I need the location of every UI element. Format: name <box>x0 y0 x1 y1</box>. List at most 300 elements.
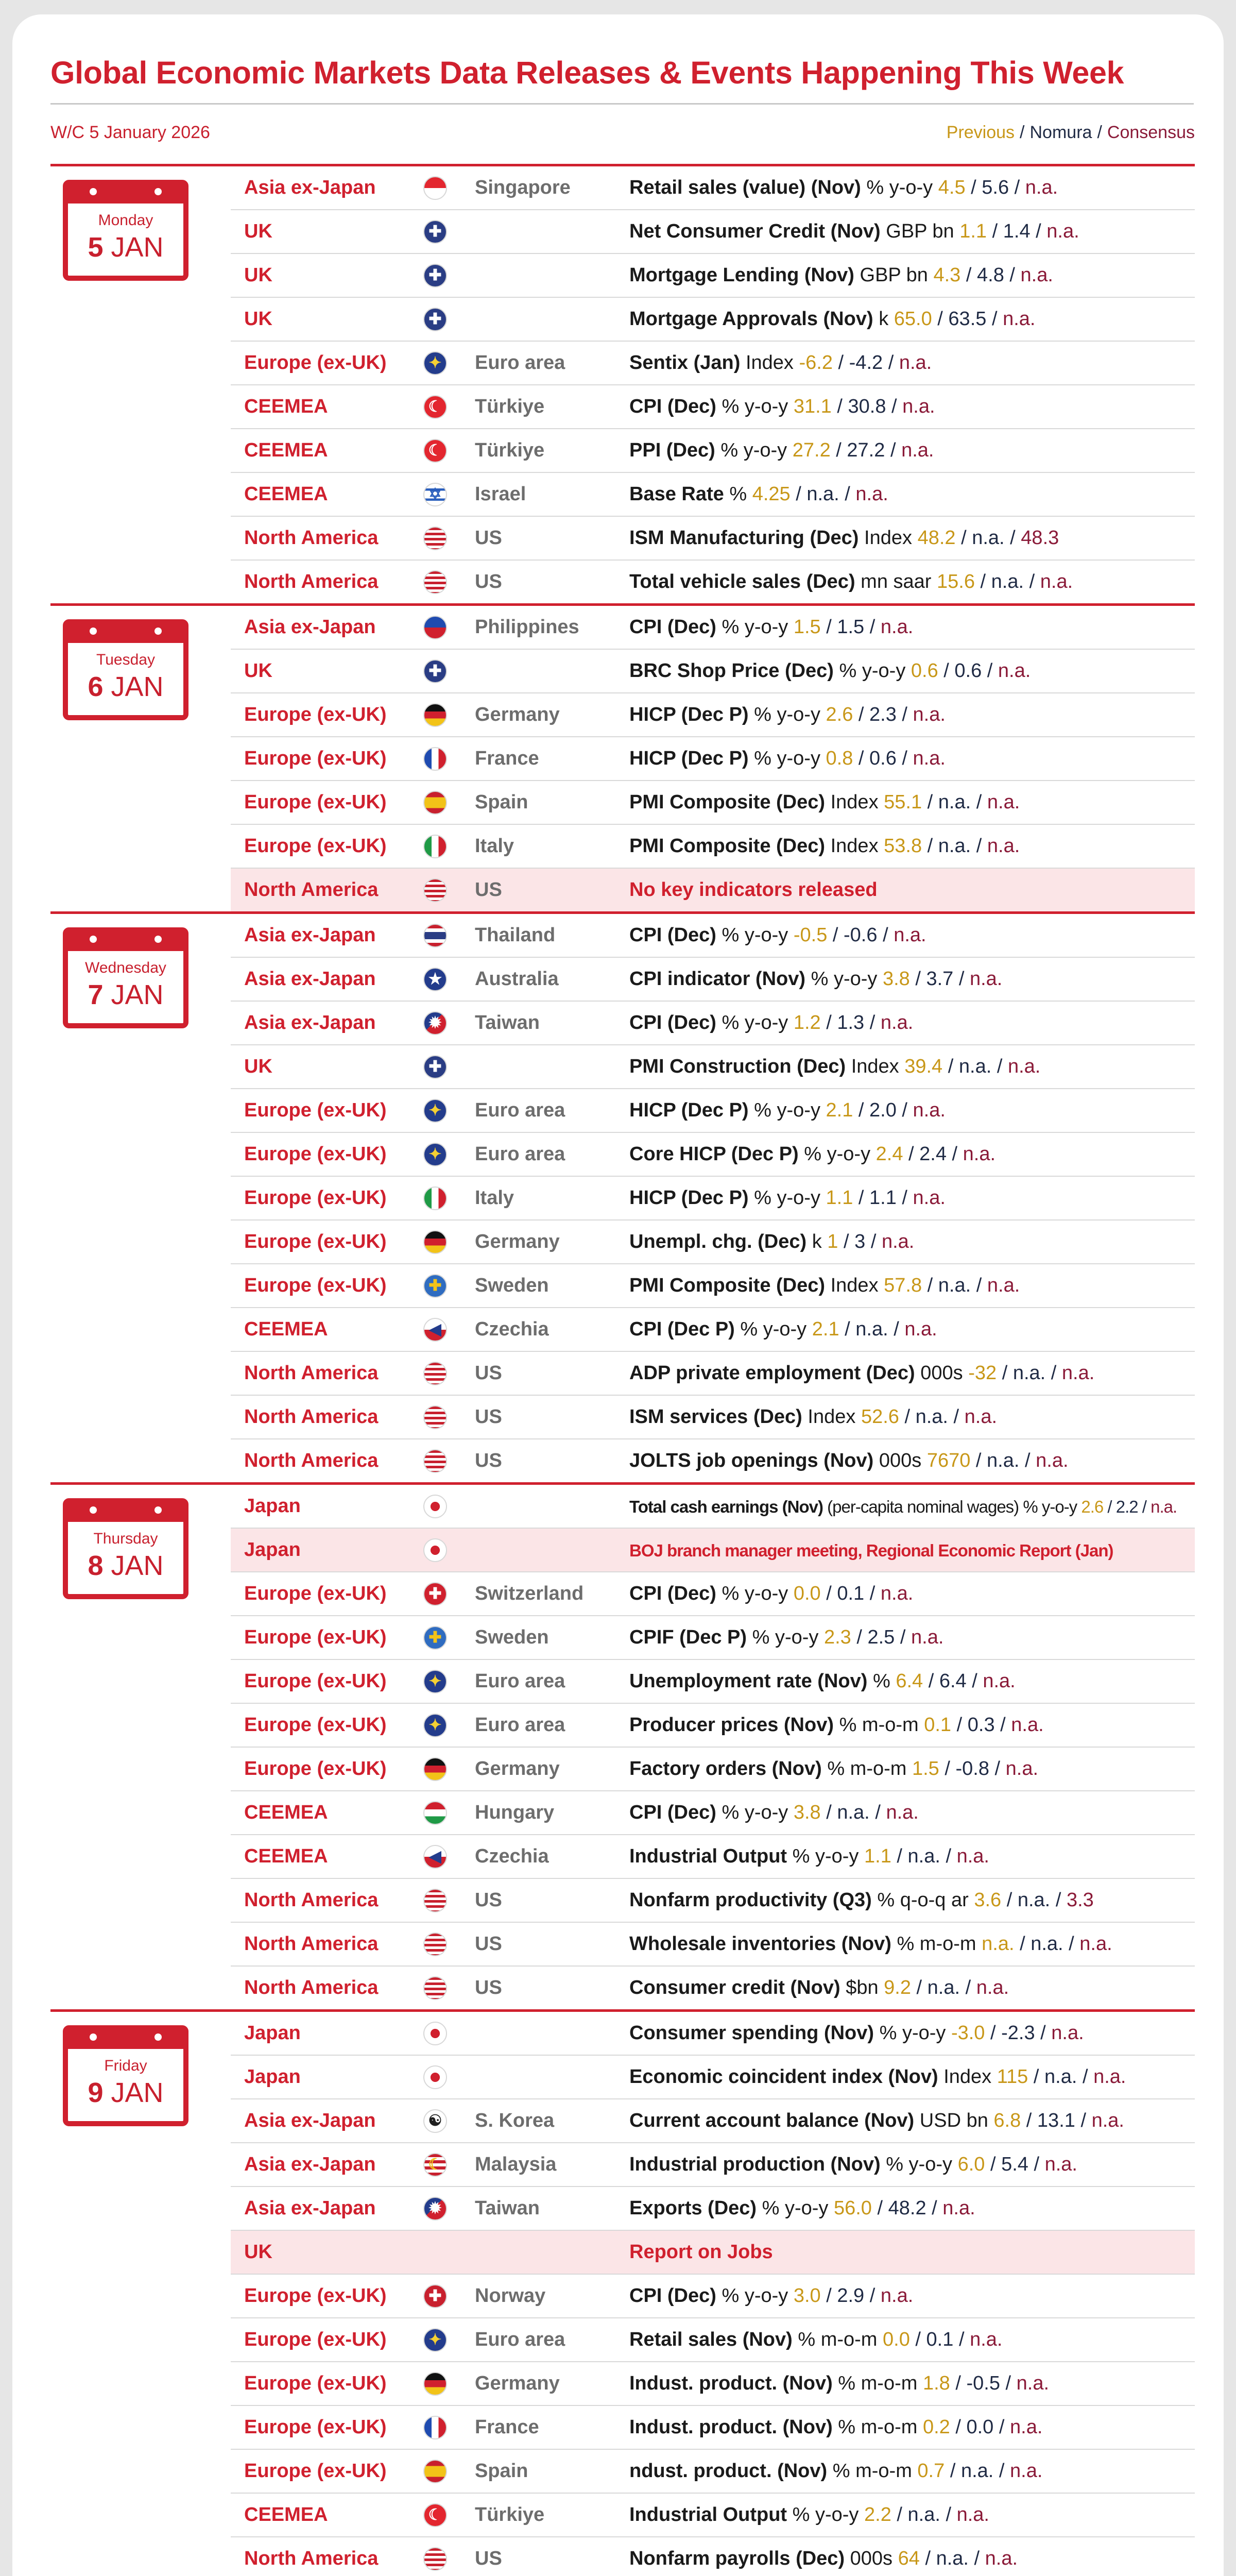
nomura-value: n.a. <box>936 2548 969 2569</box>
eu-flag-icon: ✦ <box>423 1670 447 1693</box>
turkiye-flag-icon: ☾ <box>423 395 447 419</box>
release-row <box>231 2012 1195 2056</box>
value-separator: / <box>1005 2372 1011 2394</box>
indicator-name: Mortgage Lending (Nov) <box>629 264 854 286</box>
value-separator: / <box>990 2022 996 2044</box>
previous-value: 55.1 <box>884 791 922 813</box>
previous-value: 1.5 <box>912 1758 939 1780</box>
value-separator: / <box>870 1231 877 1252</box>
indicator-name: CPI (Dec) <box>629 616 716 638</box>
value-separator: / <box>915 2329 921 2350</box>
nomura-value: 30.8 <box>848 396 886 417</box>
consensus-value: n.a. <box>881 1231 915 1252</box>
release-list <box>231 166 1195 603</box>
consensus-value: n.a. <box>894 924 926 946</box>
country-label: France <box>475 2416 539 2438</box>
nomura-value: -0.6 <box>844 924 878 946</box>
region-label: Japan <box>244 2022 301 2044</box>
region-label: Asia ex-Japan <box>244 2197 376 2219</box>
release-row <box>231 2450 1195 2494</box>
indicator-name: Nonfarm payrolls (Dec) <box>629 2548 845 2569</box>
consensus-value: n.a. <box>913 1099 946 1121</box>
calendar-ring <box>90 936 97 943</box>
us-flag-icon <box>423 1976 447 2000</box>
region-label: UK <box>244 221 272 242</box>
legend-consensus: Consensus <box>1107 123 1195 142</box>
region-label: UK <box>244 660 272 682</box>
indicator-unit: % y-o-y <box>754 748 820 769</box>
region-label: Europe (ex-UK) <box>244 1187 387 1209</box>
indicator-name: ISM Manufacturing (Dec) <box>629 527 859 549</box>
consensus-value: n.a. <box>976 1977 1009 1998</box>
region-label: Asia ex-Japan <box>244 2110 376 2131</box>
indicator <box>629 1143 995 1165</box>
indicator-unit: Index <box>851 1056 899 1077</box>
country-label: Euro area <box>475 1143 565 1165</box>
indicator <box>629 1450 1069 1472</box>
indicator <box>629 616 913 638</box>
country-label: Germany <box>475 2372 560 2394</box>
value-separator: / <box>869 616 876 638</box>
region-label: CEEMEA <box>244 1318 328 1340</box>
indicator-name: Industrial production (Nov) <box>629 2154 881 2175</box>
calendar-ring <box>154 936 162 943</box>
indicator <box>629 2197 975 2219</box>
previous-value: -6.2 <box>799 352 833 374</box>
indicator-unit: Index <box>943 2066 992 2088</box>
consensus-value: n.a. <box>983 1670 1016 1692</box>
value-separator: / <box>888 352 894 374</box>
value-separator: / <box>1036 221 1041 242</box>
legend-separator: / <box>1097 123 1102 142</box>
value-separator: / <box>902 1099 907 1121</box>
value-separator: / <box>1006 1889 1012 1911</box>
nomura-value: n.a. <box>1031 1933 1063 1955</box>
indicator-unit: (per-capita nominal wages) % y-o-y <box>827 1497 1077 1516</box>
region-label: CEEMEA <box>244 2504 328 2526</box>
consensus-value: n.a. <box>1010 2460 1043 2482</box>
consensus-value: n.a. <box>1016 2372 1050 2394</box>
nomura-value: 1.4 <box>1003 221 1031 242</box>
region-label: Europe (ex-UK) <box>244 2416 387 2438</box>
consensus-value: n.a. <box>1051 2022 1084 2044</box>
indicator-unit: % y-o-y <box>722 1802 788 1823</box>
value-separator: / <box>915 968 921 990</box>
release-row <box>231 737 1195 781</box>
value-separator: / <box>937 308 943 330</box>
indicator <box>629 1758 1038 1780</box>
indicator <box>629 2460 1042 2482</box>
consensus-value: n.a. <box>998 660 1031 682</box>
indicator-unit: $bn <box>846 1977 879 1998</box>
release-row <box>231 2362 1195 2406</box>
indicator-name: HICP (Dec P) <box>629 1187 749 1209</box>
indicator <box>629 1845 989 1868</box>
value-separator: / <box>843 1231 849 1252</box>
calendar-ring <box>154 188 162 195</box>
legend-nomura: Nomura <box>1029 123 1092 142</box>
value-separator: / <box>1107 1497 1112 1516</box>
indicator <box>629 1933 1112 1955</box>
day-weekday: Tuesday <box>96 651 155 668</box>
value-separator: / <box>945 1758 950 1780</box>
previous-value: 31.1 <box>793 396 832 417</box>
eu-flag-icon: ✦ <box>423 1143 447 1166</box>
release-row <box>231 1308 1195 1352</box>
region-label: North America <box>244 527 379 549</box>
sweden-flag-icon: ✚ <box>423 1274 447 1298</box>
value-separator: / <box>796 483 801 505</box>
us-flag-icon <box>423 2547 447 2571</box>
event-text: Report on Jobs <box>629 2241 773 2263</box>
previous-value: 2.4 <box>876 1143 903 1165</box>
region-label: Japan <box>244 1539 301 1561</box>
indicator-unit: % y-o-y <box>722 2285 788 2307</box>
indicator-unit: % m-o-m <box>838 2372 918 2394</box>
previous-value: 3.6 <box>974 1889 1002 1911</box>
value-separator: / <box>991 308 998 330</box>
release-row <box>231 1221 1195 1264</box>
indicator-unit: % y-o-y <box>811 968 878 990</box>
indicator-unit: Index <box>830 791 879 813</box>
day-date <box>68 2077 183 2109</box>
region-label: CEEMEA <box>244 1802 328 1823</box>
indicator-name: BRC Shop Price (Dec) <box>629 660 834 682</box>
calendar-icon <box>63 2025 188 2126</box>
previous-value: 2.1 <box>812 1318 839 1340</box>
us-flag-icon <box>423 527 447 550</box>
indicator <box>629 1670 1016 1692</box>
indicator-unit: % y-o-y <box>792 1845 859 1867</box>
indicator-unit: % y-o-y <box>722 616 788 638</box>
day-number: 7 <box>88 979 104 1010</box>
australia-flag-icon: ★ <box>423 968 447 991</box>
indicator <box>629 660 1031 682</box>
indicator-unit: k <box>812 1231 822 1252</box>
nomura-value: -0.5 <box>966 2372 1000 2394</box>
indicator-name: Unempl. chg. (Dec) <box>629 1231 807 1252</box>
event-row <box>231 1529 1195 1572</box>
indicator-name: Producer prices (Nov) <box>629 1714 834 1736</box>
indicator-name: Base Rate <box>629 483 724 505</box>
value-separator: / <box>897 2504 902 2526</box>
nomura-value: n.a. <box>806 483 839 505</box>
value-separator: / <box>927 1275 933 1296</box>
consensus-value: n.a. <box>880 2285 914 2307</box>
region-label: CEEMEA <box>244 1845 328 1867</box>
country-label: Italy <box>475 1187 514 1209</box>
release-row <box>231 693 1195 737</box>
indicator <box>629 264 1053 286</box>
indicator-unit: mn saar <box>861 571 932 592</box>
indicator <box>629 1583 913 1605</box>
page-title: Global Economic Markets Data Releases & Events Happening This Week <box>50 55 1124 90</box>
indicator-name: Core HICP (Dec P) <box>629 1143 799 1165</box>
value-separator: / <box>956 1714 963 1736</box>
indicator-name: Total cash earnings (Nov) <box>629 1497 823 1516</box>
nomura-value: 1.1 <box>869 1187 897 1209</box>
consensus-value: n.a. <box>1079 1933 1112 1955</box>
previous-value: 2.2 <box>864 2504 891 2526</box>
previous-value: 48.2 <box>917 527 956 549</box>
previous-value: 6.8 <box>993 2110 1021 2131</box>
indicator <box>629 1318 937 1341</box>
release-row <box>231 166 1195 210</box>
consensus-value: n.a. <box>964 1406 998 1428</box>
japan-flag-icon <box>423 1538 447 1562</box>
indicator-name: Consumer spending (Nov) <box>629 2022 874 2044</box>
indicator-name: Indust. product. (Nov) <box>629 2372 833 2394</box>
country-label: US <box>475 879 502 901</box>
calendar-header <box>68 933 183 951</box>
indicator <box>629 1626 943 1649</box>
region-label: UK <box>244 2241 272 2263</box>
indicator <box>629 1802 919 1824</box>
nomura-value: n.a. <box>907 1845 940 1867</box>
country-label: Taiwan <box>475 1012 540 1033</box>
indicator <box>629 1099 946 1122</box>
indicator <box>629 1889 1094 1911</box>
country-label: Spain <box>475 2460 528 2482</box>
indicator-name: Sentix (Jan) <box>629 352 741 374</box>
nomura-value: 0.1 <box>926 2329 954 2350</box>
indicator-name: Consumer credit (Nov) <box>629 1977 840 1998</box>
indicator-name: HICP (Dec P) <box>629 748 749 769</box>
release-list <box>231 914 1195 1482</box>
indicator-name: Exports (Dec) <box>629 2197 757 2219</box>
indicator-name: CPI (Dec) <box>629 2285 716 2307</box>
day-section-tuesday <box>50 603 1195 911</box>
region-label: Europe (ex-UK) <box>244 704 387 725</box>
day-month: JAN <box>111 671 164 702</box>
value-separator: / <box>976 1275 982 1296</box>
consensus-value: n.a. <box>942 2197 975 2219</box>
consensus-value: n.a. <box>1010 2416 1043 2438</box>
france-flag-icon <box>423 2416 447 2439</box>
release-row <box>231 1879 1195 1923</box>
indicator-name: CPI (Dec) <box>629 396 716 417</box>
nomura-value: n.a. <box>907 2504 940 2526</box>
nomura-value: 0.6 <box>954 660 982 682</box>
us-flag-icon <box>423 1889 447 1912</box>
country-label: Hungary <box>475 1802 555 1823</box>
country-label: US <box>475 2548 502 2569</box>
region-label: Europe (ex-UK) <box>244 748 387 769</box>
eu-flag-icon: ✦ <box>423 2328 447 2352</box>
indicator-unit: % q-o-q ar <box>877 1889 969 1911</box>
indicator-name: Nonfarm productivity (Q3) <box>629 1889 872 1911</box>
indicator-name: ndust. product. (Nov) <box>629 2460 828 2482</box>
previous-value: 1.2 <box>793 1012 821 1033</box>
release-row <box>231 1177 1195 1221</box>
title-divider <box>50 103 1194 105</box>
calendar-icon <box>63 1498 188 1599</box>
nomura-value: 3.7 <box>926 968 954 990</box>
consensus-value: n.a. <box>1025 177 1058 198</box>
consensus-value: n.a. <box>1036 1450 1069 1471</box>
indicator-name: ADP private employment (Dec) <box>629 1362 915 1384</box>
region-label: Asia ex-Japan <box>244 1012 376 1033</box>
us-flag-icon <box>423 1362 447 1385</box>
indicator-unit: % y-o-y <box>720 439 787 461</box>
value-separator: / <box>999 2460 1005 2482</box>
previous-value: 2.6 <box>1081 1497 1104 1516</box>
value-separator: / <box>1142 1497 1146 1516</box>
value-separator: / <box>902 748 907 769</box>
indicator-unit: % m-o-m <box>832 2460 912 2482</box>
indicator-name: CPI (Dec) <box>629 1802 716 1823</box>
release-row <box>231 2275 1195 2318</box>
indicator-name: CPI (Dec) <box>629 1583 716 1604</box>
uk-flag-icon: ✚ <box>423 264 447 287</box>
release-row <box>231 1616 1195 1660</box>
consensus-value: n.a. <box>911 1626 944 1648</box>
spain-flag-icon <box>423 2460 447 2483</box>
country-label: Sweden <box>475 1275 549 1296</box>
consensus-value: n.a. <box>956 1845 989 1867</box>
calendar-ring <box>90 188 97 195</box>
eu-flag-icon: ✦ <box>423 1714 447 1737</box>
nomura-value: 1.5 <box>837 616 865 638</box>
country-label: Türkiye <box>475 396 545 417</box>
indicator-unit: k <box>879 308 889 330</box>
consensus-value: n.a. <box>985 2548 1018 2569</box>
consensus-value: n.a. <box>1003 308 1036 330</box>
region-label: Europe (ex-UK) <box>244 2460 387 2482</box>
france-flag-icon <box>423 747 447 771</box>
consensus-value: n.a. <box>901 439 934 461</box>
consensus-value: n.a. <box>1005 1758 1039 1780</box>
region-label: Europe (ex-UK) <box>244 1275 387 1296</box>
previous-value: 115 <box>997 2066 1028 2088</box>
indicator <box>629 791 1020 814</box>
release-row <box>231 1967 1195 2009</box>
indicator-unit: % y-o-y <box>722 924 788 946</box>
indicator-name: CPI indicator (Nov) <box>629 968 806 990</box>
value-separator: / <box>972 1670 977 1692</box>
release-row <box>231 429 1195 473</box>
indicator-unit: % y-o-y <box>762 2197 829 2219</box>
region-label: North America <box>244 571 379 592</box>
indicator-name: Mortgage Approvals (Nov) <box>629 308 873 330</box>
event-row <box>231 2231 1195 2275</box>
nomura-value: 2.0 <box>869 1099 897 1121</box>
indicator <box>629 571 1073 593</box>
country-label: Euro area <box>475 352 565 374</box>
previous-value: 0.0 <box>883 2329 910 2350</box>
turkiye-flag-icon: ☾ <box>423 439 447 463</box>
previous-value: 6.4 <box>896 1670 923 1692</box>
previous-value: 1.5 <box>793 616 821 638</box>
indicator-unit: Index <box>830 835 879 857</box>
value-separator: / <box>955 2372 961 2394</box>
singapore-flag-icon <box>423 176 447 200</box>
indicator <box>629 1187 946 1209</box>
consensus-value: n.a. <box>1007 1056 1041 1077</box>
uk-flag-icon: ✚ <box>423 659 447 683</box>
region-label: Europe (ex-UK) <box>244 1670 387 1692</box>
country-label: Taiwan <box>475 2197 540 2219</box>
nomura-value: n.a. <box>837 1802 870 1823</box>
release-row <box>231 1264 1195 1308</box>
indicator-unit: % y-o-y <box>754 1187 820 1209</box>
taiwan-flag-icon: ✹ <box>423 1011 447 1035</box>
calendar-header <box>68 624 183 643</box>
day-month: JAN <box>111 979 164 1010</box>
nomura-value: 3 <box>854 1231 866 1252</box>
indicator <box>629 396 935 418</box>
value-separator: / <box>891 396 897 417</box>
region-label: Japan <box>244 2066 301 2088</box>
nomura-value: 5.4 <box>1001 2154 1028 2175</box>
previous-value: n.a. <box>982 1933 1015 1955</box>
nomura-value: 0.1 <box>837 1583 865 1604</box>
consensus-value: n.a. <box>886 1802 919 1823</box>
indicator <box>629 1231 914 1253</box>
indicator <box>629 2285 913 2307</box>
calendar-icon <box>63 180 188 281</box>
region-label: Europe (ex-UK) <box>244 2329 387 2350</box>
nomura-value: -0.8 <box>955 1758 989 1780</box>
indicator-name: CPIF (Dec P) <box>629 1626 747 1648</box>
release-row <box>231 606 1195 650</box>
indicator-unit: % y-o-y <box>740 1318 807 1340</box>
week-of-label: W/C 5 January 2026 <box>50 123 210 142</box>
release-row <box>231 2318 1195 2362</box>
consensus-value: n.a. <box>987 1275 1020 1296</box>
previous-value: 3.8 <box>882 968 910 990</box>
sweden-flag-icon: ✚ <box>423 1626 447 1650</box>
calendar-icon <box>63 619 188 720</box>
consensus-value: n.a. <box>1151 1497 1177 1516</box>
value-separator: / <box>980 571 986 592</box>
country-label: US <box>475 1406 502 1428</box>
value-separator: / <box>826 1583 832 1604</box>
region-label: CEEMEA <box>244 396 328 417</box>
consensus-value: 3.3 <box>1066 1889 1094 1911</box>
us-flag-icon <box>423 1933 447 1956</box>
country-label: US <box>475 1933 502 1955</box>
indicator-name: PPI (Dec) <box>629 439 715 461</box>
consensus-value: n.a. <box>913 1187 946 1209</box>
region-label: UK <box>244 264 272 286</box>
country-label: Norway <box>475 2285 546 2307</box>
indicator-unit: % <box>729 483 747 505</box>
previous-value: 0.8 <box>826 748 853 769</box>
value-separator: / <box>994 1758 1001 1780</box>
indicator-name: Industrial Output <box>629 1845 787 1867</box>
release-row <box>231 1572 1195 1616</box>
czechia-flag-icon: ◀ <box>423 1845 447 1869</box>
nomura-value: 4.8 <box>977 264 1004 286</box>
release-row <box>231 1835 1195 1879</box>
nomura-value: n.a. <box>915 1406 948 1428</box>
nomura-value: n.a. <box>960 2460 994 2482</box>
value-separator: / <box>883 924 888 946</box>
region-label: North America <box>244 879 379 901</box>
release-row <box>231 1133 1195 1177</box>
indicator-name: Retail sales (value) (Nov) <box>629 177 861 198</box>
day-date <box>68 1550 183 1582</box>
release-row <box>231 650 1195 693</box>
country-label: Singapore <box>475 177 571 198</box>
value-separator: / <box>858 748 864 769</box>
event-row <box>231 869 1195 911</box>
value-separator: / <box>869 2285 876 2307</box>
consensus-value: n.a. <box>956 2504 989 2526</box>
release-row <box>231 473 1195 517</box>
previous-value: 4.5 <box>938 177 966 198</box>
